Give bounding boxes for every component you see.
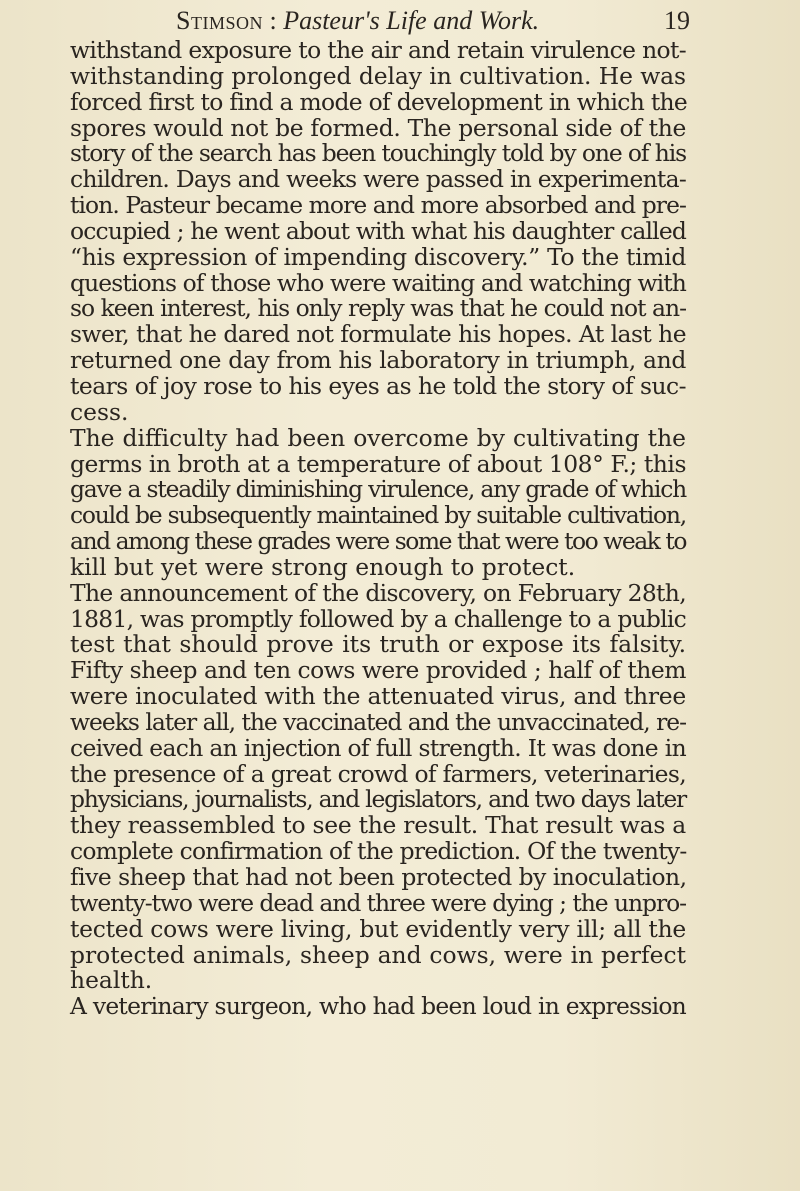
text-line: story of the search has been touchingly told by one of his: [70, 139, 687, 168]
text-line: tion. Pasteur became more and more absorbed and pre-: [70, 191, 686, 220]
paragraph-start-line: A veterinary surgeon, who had been loud in expression: [70, 992, 687, 1021]
text-line: spores would not be formed. The personal side of the: [70, 113, 686, 142]
text-line: test that should prove its truth or expose its falsity.: [70, 630, 686, 659]
text-line: physicians, journalists, and legislators, and two days later: [70, 785, 687, 814]
text-line: five sheep that had not been protected by inoculation,: [70, 863, 687, 891]
text-line: the presence of a great crowd of farmers, veterinaries,: [70, 759, 686, 788]
text-line: returned one day from his laboratory in triumph, and: [70, 346, 687, 375]
text-line: tected cows were living, but evidently very ill; all the: [70, 914, 686, 943]
text-line: cess.: [70, 397, 129, 426]
text-line: were inoculated with the attenuated virus, and three: [70, 682, 686, 711]
text-line: questions of those who were waiting and watching with: [70, 268, 687, 297]
text-line: forced first to find a mode of development in which the: [70, 87, 688, 116]
text-line: 1881, was promptly followed by a challenge to a public: [70, 604, 687, 633]
text-line: health.: [70, 966, 153, 995]
text-line: swer, that he dared not formulate his hopes. At last he: [70, 320, 686, 349]
text-line: withstanding prolonged delay in cultivation. He was: [70, 61, 686, 90]
text-line: children. Days and weeks were passed in experimenta-: [70, 165, 686, 194]
text-line: occupied ; he went about with what his daughter called: [70, 216, 686, 245]
text-line: complete confirmation of the prediction. Of the twenty-: [70, 837, 687, 866]
text-line: gave a steadily diminishing virulence, any grade of which: [70, 475, 686, 504]
text-line: twenty-two were dead and three were dying ; the unpro-: [70, 888, 686, 917]
text-line: so keen interest, his only reply was that he could not an-: [70, 294, 687, 323]
text-line: withstand exposure to the air and retain virulence not-: [70, 36, 686, 64]
text-line: germs in broth at a temperature of about 108° F.; this: [70, 449, 686, 478]
text-line: weeks later all, the vaccinated and the unvaccinated, re-: [70, 707, 687, 736]
text-line: Fifty sheep and ten cows were provided ; half of them: [70, 656, 686, 685]
text-line: could be subsequently maintained by suitable cultivation,: [70, 501, 687, 530]
running-head: [176, 4, 690, 38]
paragraph-start-line: The announcement of the discovery, on February 28th,: [70, 578, 686, 607]
running-head-separator: :: [262, 6, 284, 35]
text-line: tears of joy rose to his eyes as he told the story of suc-: [70, 371, 686, 400]
text-line: ceived each an injection of full strength. It was done in: [70, 733, 686, 762]
text-line: kill but yet were strong enough to protect.: [70, 552, 576, 581]
running-head-title: Pasteur's Life and Work.: [283, 6, 540, 35]
page-number: 19: [664, 6, 690, 35]
text-line: and among these grades were some that were too weak to: [70, 527, 686, 556]
text-line: protected animals, sheep and cows, were in perfect: [70, 940, 686, 969]
running-head-author: Stimson: [176, 6, 263, 35]
text-line: they reassembled to see the result. That result was a: [70, 811, 686, 840]
text-line: “his expression of impending discovery.” To the timid: [70, 242, 687, 271]
paragraph-start-line: The difficulty had been overcome by cultivating the: [70, 423, 686, 452]
body-text: [70, 38, 686, 1020]
